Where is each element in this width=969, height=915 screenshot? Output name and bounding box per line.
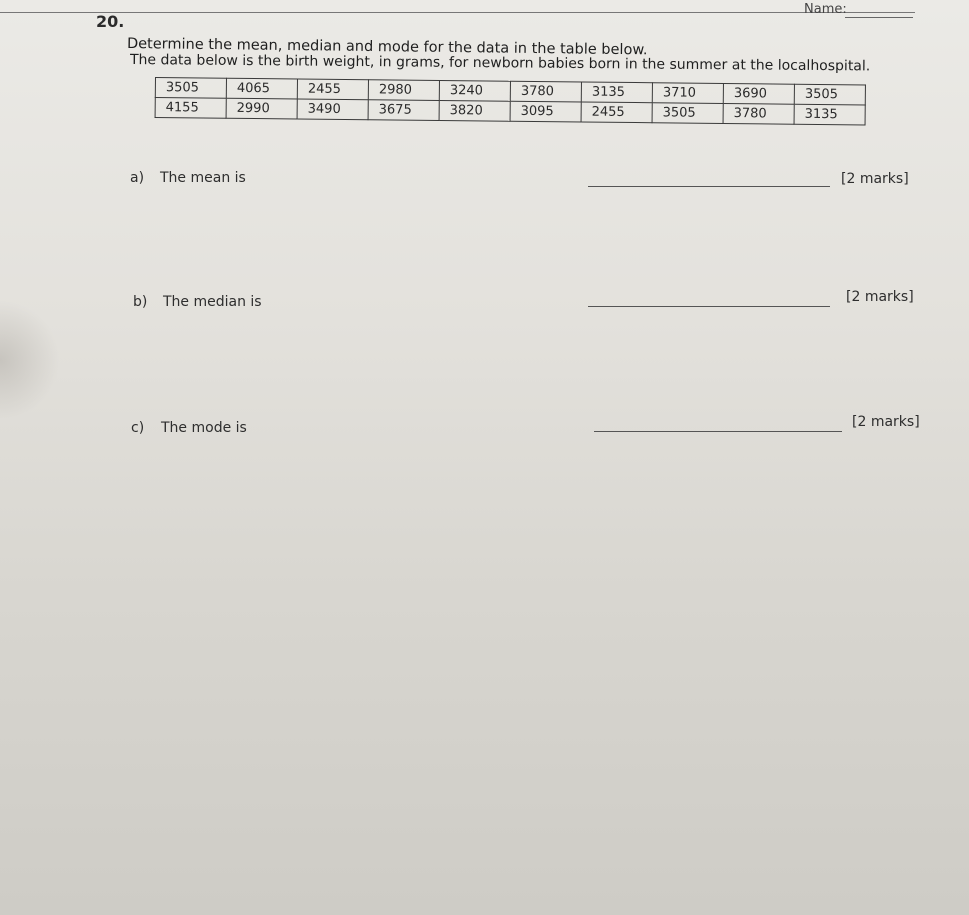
part-b [133,294,262,310]
table-cell: 2455 [581,102,652,123]
median-answer-line[interactable] [588,306,830,307]
table-cell: 3780 [510,81,581,102]
table-cell: 2980 [368,80,439,101]
table-cell: 3675 [368,100,439,121]
table-cell: 3135 [794,104,865,125]
table-cell: 3095 [510,101,581,122]
part-a-letter: a) [130,170,145,186]
part-c-letter: c) [131,420,145,436]
data-intro: The data below is the birth weight, in grams, for newborn babies born in the summer at the localhospital. [129,52,871,75]
mean-answer-line[interactable] [588,186,830,187]
part-a [130,170,246,186]
part-a-prompt: The mean is [160,170,246,186]
part-c [131,420,247,436]
part-c-prompt: The mode is [161,420,247,436]
header-rule [0,12,915,13]
part-b-marks: [2 marks] [846,289,914,305]
table-cell: 3505 [794,84,865,105]
mode-answer-line[interactable] [594,431,842,432]
question-text: Determine the mean, median and mode for the data in the table below. [126,36,648,59]
table-cell: 3710 [652,83,723,104]
part-b-prompt: The median is [163,294,262,310]
table-cell: 2990 [226,98,297,119]
table-cell: 3490 [297,99,368,120]
table-cell: 3135 [581,82,652,103]
part-b-letter: b) [133,294,148,310]
table-cell: 3780 [723,103,794,124]
data-table [155,77,866,125]
name-label: Name: [804,2,847,17]
table-cell: 2455 [297,79,368,100]
part-c-marks: [2 marks] [852,414,920,430]
table-cell: 4155 [155,98,226,119]
page-shadow [0,300,60,420]
question-number: 20. [96,12,125,31]
table-cell: 4065 [226,78,297,99]
table-cell: 3505 [155,78,226,99]
table-cell: 3240 [439,80,510,101]
name-field-line [845,17,913,18]
table-cell: 3820 [439,100,510,121]
part-a-marks: [2 marks] [841,171,909,187]
table-cell: 3505 [652,103,723,124]
table-cell: 3690 [723,83,794,104]
